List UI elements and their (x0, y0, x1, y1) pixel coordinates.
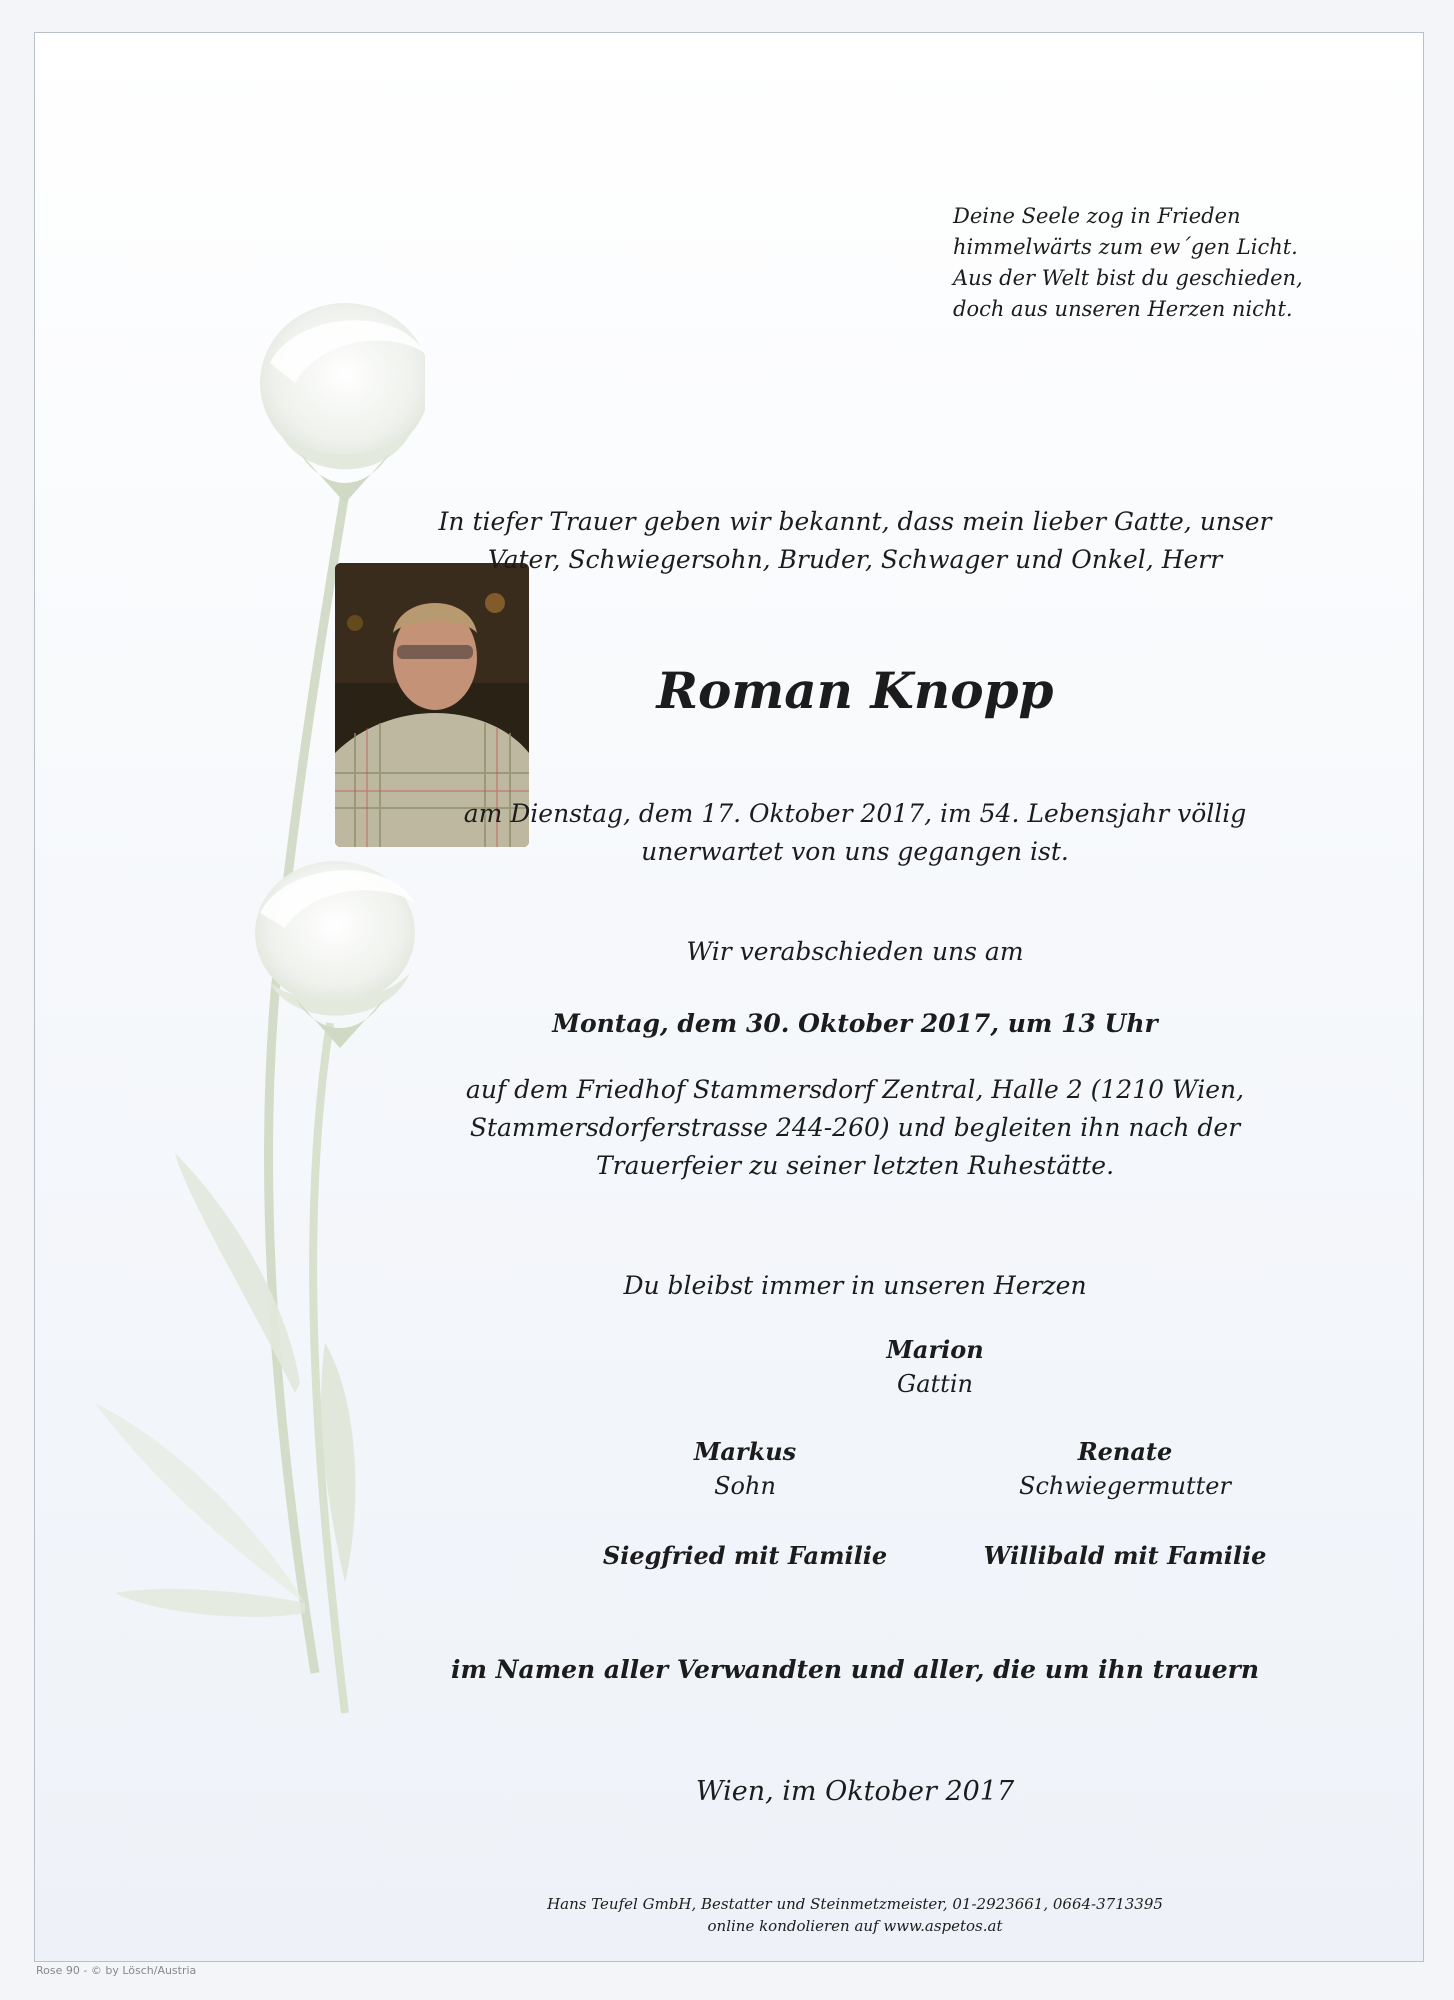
location-line: Stammersdorferstrasse 244-260) und begleiten ihn nach der (469, 1113, 1241, 1142)
mourner-name: Markus (693, 1437, 797, 1466)
poem-line: himmelwärts zum ew´gen Licht. (953, 235, 1298, 259)
undertaker-line: online kondolieren auf www.aspetos.at (707, 1917, 1003, 1935)
poem-line: Aus der Welt bist du geschieden, (953, 266, 1303, 290)
poem-line: doch aus unseren Herzen nicht. (953, 297, 1293, 321)
location-line: Trauerfeier zu seiner letzten Ruhestätte. (595, 1151, 1115, 1180)
undertaker-line: Hans Teufel GmbH, Bestatter und Steinmetzmeister, 01-2923661, 0664-3713395 (547, 1895, 1163, 1913)
card-frame (34, 32, 1424, 1962)
funeral-date: Montag, dem 30. Oktober 2017, um 13 Uhr (552, 1009, 1158, 1038)
mourner-family-siegfried: Siegfried mit Familie (602, 1541, 888, 1570)
death-info-line: am Dienstag, dem 17. Oktober 2017, im 54. Lebensjahr völlig (463, 799, 1247, 828)
farewell-intro: Wir verabschieden uns am (686, 937, 1024, 966)
mourner-son (645, 1435, 845, 1503)
poem (953, 201, 1303, 325)
announcement-line: In tiefer Trauer geben wir bekannt, dass mein lieber Gatte, unser (438, 507, 1272, 536)
death-info-line: unerwartet von uns gegangen ist. (641, 837, 1069, 866)
announcement-line: Vater, Schwiegersohn, Bruder, Schwager und Onkel, Herr (487, 545, 1223, 574)
mourner-role: Gattin (897, 1370, 973, 1398)
deceased-name: Roman Knopp (656, 661, 1054, 720)
location-line: auf dem Friedhof Stammersdorf Zentral, Halle 2 (1210 Wien, (465, 1075, 1245, 1104)
place-date: Wien, im Oktober 2017 (695, 1776, 1015, 1807)
mourner-role: Sohn (714, 1472, 776, 1500)
death-info (285, 795, 1425, 871)
mourner-mother-in-law (975, 1435, 1275, 1503)
mourner-role: Schwiegermutter (1019, 1472, 1231, 1500)
mourner-family-willibald: Willibald mit Familie (983, 1541, 1267, 1570)
image-credit: Rose 90 - © by Lösch/Austria (36, 1964, 197, 1977)
funeral-location (285, 1071, 1425, 1185)
all-relatives-line: im Namen aller Verwandten und aller, die um ihn trauern (450, 1655, 1260, 1684)
undertaker-info (285, 1893, 1425, 1937)
mourner-spouse (835, 1333, 1035, 1401)
remembrance-line: Du bleibst immer in unseren Herzen (623, 1271, 1087, 1300)
mourner-name: Renate (1077, 1437, 1173, 1466)
mourner-name: Marion (886, 1335, 984, 1364)
announcement (285, 503, 1425, 579)
poem-line: Deine Seele zog in Frieden (953, 204, 1241, 228)
